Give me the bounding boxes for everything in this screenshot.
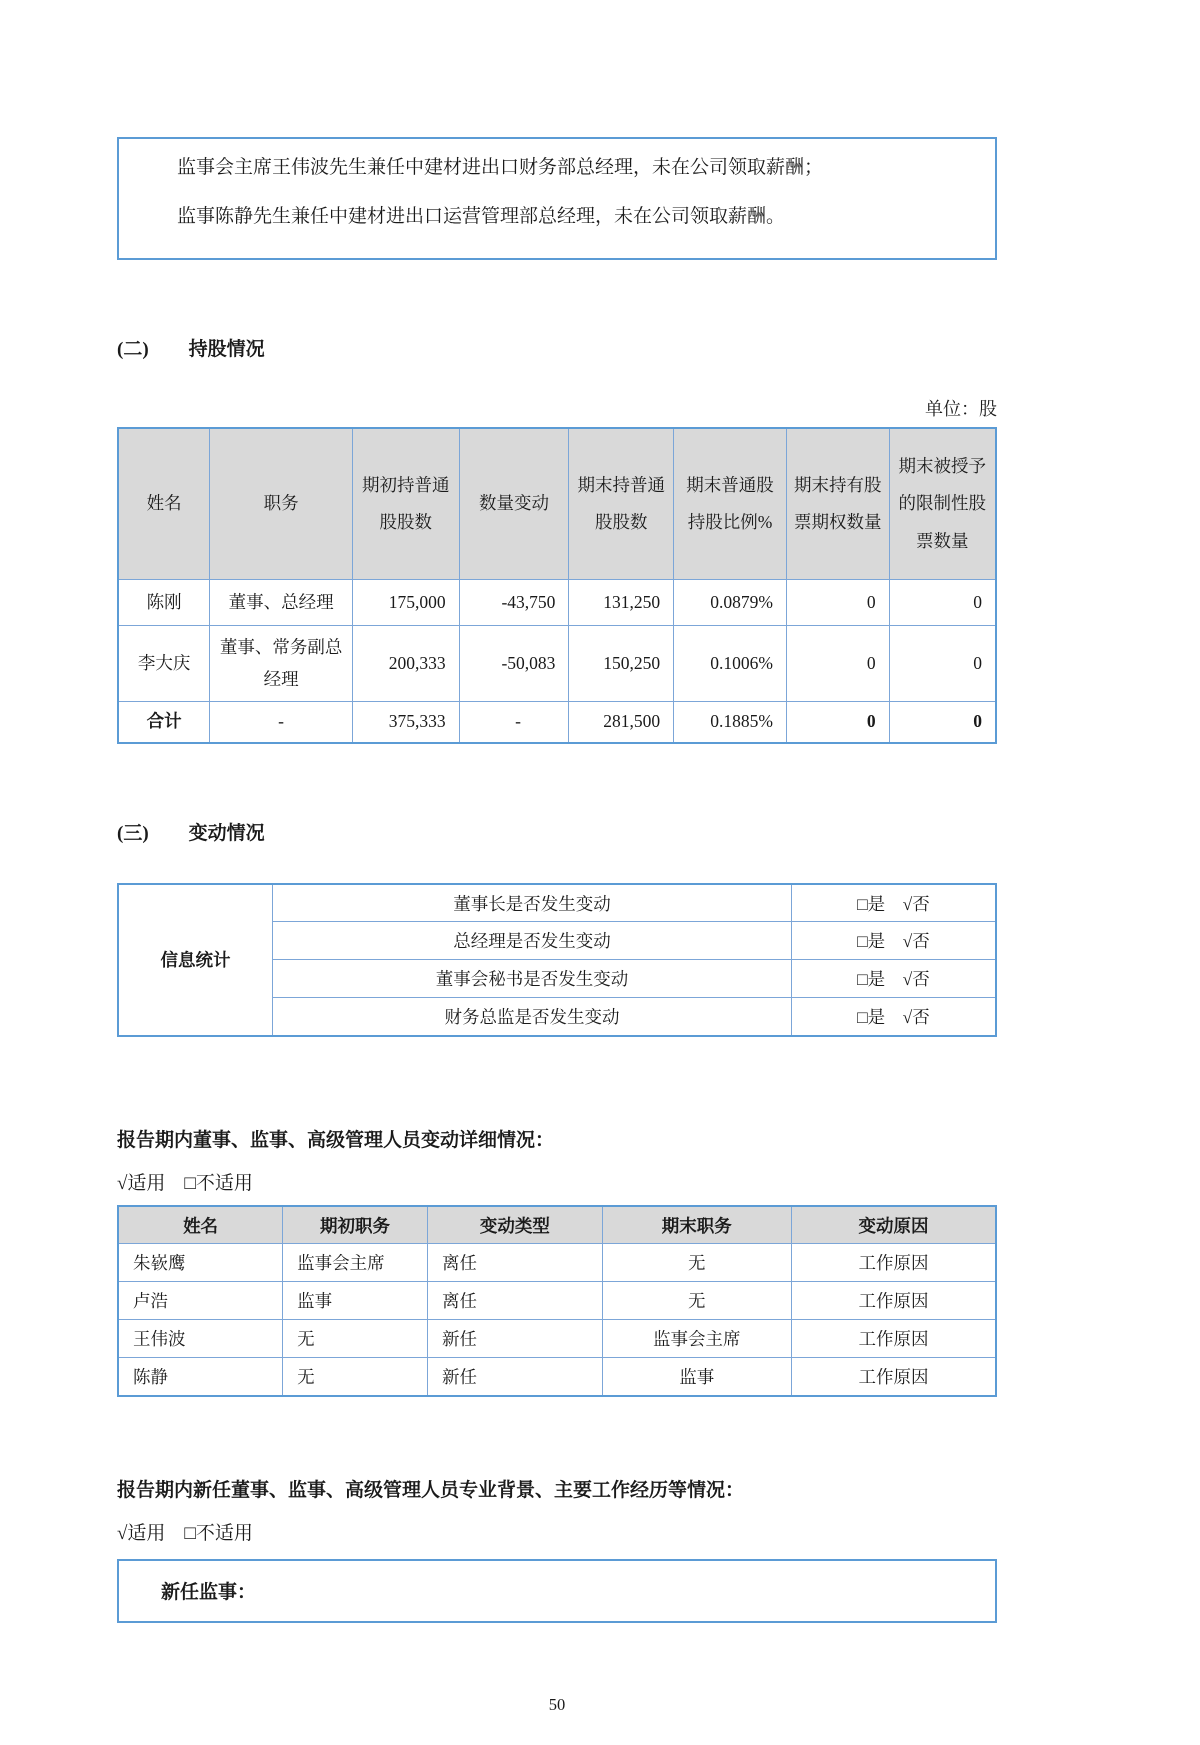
personnel-table-body [118, 1244, 996, 1396]
column-header: 期末持有股票期权数量 [786, 428, 889, 580]
background-heading: 报告期内新任董事、监事、高级管理人员专业背景、主要工作经历等情况： [117, 1479, 745, 1501]
table-cell: 0 [786, 702, 889, 743]
answer-cell: □是 √否 [791, 998, 996, 1036]
change-statistics-body [118, 884, 996, 1036]
section-title: 持股情况 [188, 338, 265, 360]
question-cell: 董事长是否发生变动 [273, 884, 792, 922]
table-row [118, 1320, 996, 1358]
section-title: 变动情况 [188, 822, 265, 844]
table-cell: 0.1006% [674, 626, 787, 702]
column-header: 姓名 [118, 1206, 283, 1244]
table-cell: 离任 [427, 1282, 602, 1320]
column-header: 期末持普通股股数 [569, 428, 674, 580]
column-header: 期末被授予的限制性股票数量 [889, 428, 996, 580]
table-cell: 0 [889, 626, 996, 702]
table-cell: 150,250 [569, 626, 674, 702]
note-line-2: 监事陈静先生兼任中建材进出口运营管理部总经理，未在公司领取薪酬。 [177, 206, 786, 228]
table-cell: - [459, 702, 569, 743]
table-cell: 281,500 [569, 702, 674, 743]
table-cell: 无 [602, 1244, 791, 1282]
table-cell: 0.1885% [674, 702, 787, 743]
table-cell: 工作原因 [791, 1320, 996, 1358]
holdings-table [117, 427, 997, 744]
supervisor-note-box [117, 137, 997, 260]
question-cell: 总经理是否发生变动 [273, 922, 792, 960]
table-row [118, 884, 996, 922]
table-row [118, 626, 996, 702]
table-cell: 卢浩 [118, 1282, 283, 1320]
table-cell: 陈静 [118, 1358, 283, 1396]
column-header: 期末职务 [602, 1206, 791, 1244]
column-header: 姓名 [118, 428, 210, 580]
table-row [118, 1244, 996, 1282]
table-header-row [118, 1206, 996, 1244]
table-cell: 无 [602, 1282, 791, 1320]
table-cell: 监事会主席 [283, 1244, 428, 1282]
new-supervisor-box [117, 1559, 997, 1623]
table-cell: 合计 [118, 702, 210, 743]
new-supervisor-label: 新任监事： [161, 1582, 257, 1604]
table-cell: 陈刚 [118, 580, 210, 626]
table-cell: - [210, 702, 353, 743]
table-cell: 王伟波 [118, 1320, 283, 1358]
table-cell: 0 [786, 626, 889, 702]
applicable-line-1: √适用 □不适用 [117, 1172, 253, 1194]
answer-cell: □是 √否 [791, 884, 996, 922]
table-cell: 监事会主席 [602, 1320, 791, 1358]
column-header: 数量变动 [459, 428, 569, 580]
section-heading-shareholding [117, 334, 997, 361]
statistics-label-cell: 信息统计 [118, 884, 273, 1036]
table-row [118, 702, 996, 743]
column-header: 变动类型 [427, 1206, 602, 1244]
table-header-row [118, 428, 996, 580]
column-header: 期初持普通股股数 [352, 428, 459, 580]
table-row [118, 580, 996, 626]
personnel-table-header [118, 1206, 996, 1244]
section-number: (二) [117, 338, 149, 360]
table-cell: 无 [283, 1358, 428, 1396]
table-row [118, 1282, 996, 1320]
table-cell: 131,250 [569, 580, 674, 626]
table-cell: 0 [889, 580, 996, 626]
table-cell: 0 [889, 702, 996, 743]
table-cell: 新任 [427, 1320, 602, 1358]
change-statistics-table [117, 883, 997, 1037]
note-line-1: 监事会主席王伟波先生兼任中建材进出口财务部总经理，未在公司领取薪酬； [177, 157, 824, 178]
answer-cell: □是 √否 [791, 922, 996, 960]
answer-cell: □是 √否 [791, 960, 996, 998]
table-cell: 无 [283, 1320, 428, 1358]
table-cell: 监事 [602, 1358, 791, 1396]
section-number: (三) [117, 822, 149, 844]
section-heading-changes [117, 818, 997, 845]
table-cell: 新任 [427, 1358, 602, 1396]
table-cell: 375,333 [352, 702, 459, 743]
table-cell: 离任 [427, 1244, 602, 1282]
column-header: 期末普通股持股比例% [674, 428, 787, 580]
applicable-line-2: √适用 □不适用 [117, 1522, 253, 1544]
question-cell: 财务总监是否发生变动 [273, 998, 792, 1036]
table-cell: 0 [786, 580, 889, 626]
unit-label: 单位：股 [925, 398, 997, 419]
table-cell: 董事、常务副总经理 [210, 626, 353, 702]
personnel-change-table [117, 1205, 997, 1397]
table-cell: 工作原因 [791, 1358, 996, 1396]
column-header: 期初职务 [283, 1206, 428, 1244]
column-header: 职务 [210, 428, 353, 580]
table-cell: 0.0879% [674, 580, 787, 626]
page-content [117, 0, 997, 1745]
table-cell: -43,750 [459, 580, 569, 626]
table-cell: 175,000 [352, 580, 459, 626]
table-row [118, 1358, 996, 1396]
detail-heading: 报告期内董事、监事、高级管理人员变动详细情况： [117, 1129, 555, 1151]
table-cell: 工作原因 [791, 1282, 996, 1320]
table-cell: 工作原因 [791, 1244, 996, 1282]
page-number: 50 [548, 1694, 566, 1714]
table-cell: 董事、总经理 [210, 580, 353, 626]
holdings-table-header [118, 428, 996, 580]
holdings-table-body [118, 580, 996, 743]
table-cell: 李大庆 [118, 626, 210, 702]
table-cell: 朱嵚鹰 [118, 1244, 283, 1282]
table-cell: -50,083 [459, 626, 569, 702]
table-cell: 监事 [283, 1282, 428, 1320]
column-header: 变动原因 [791, 1206, 996, 1244]
question-cell: 董事会秘书是否发生变动 [273, 960, 792, 998]
table-cell: 200,333 [352, 626, 459, 702]
